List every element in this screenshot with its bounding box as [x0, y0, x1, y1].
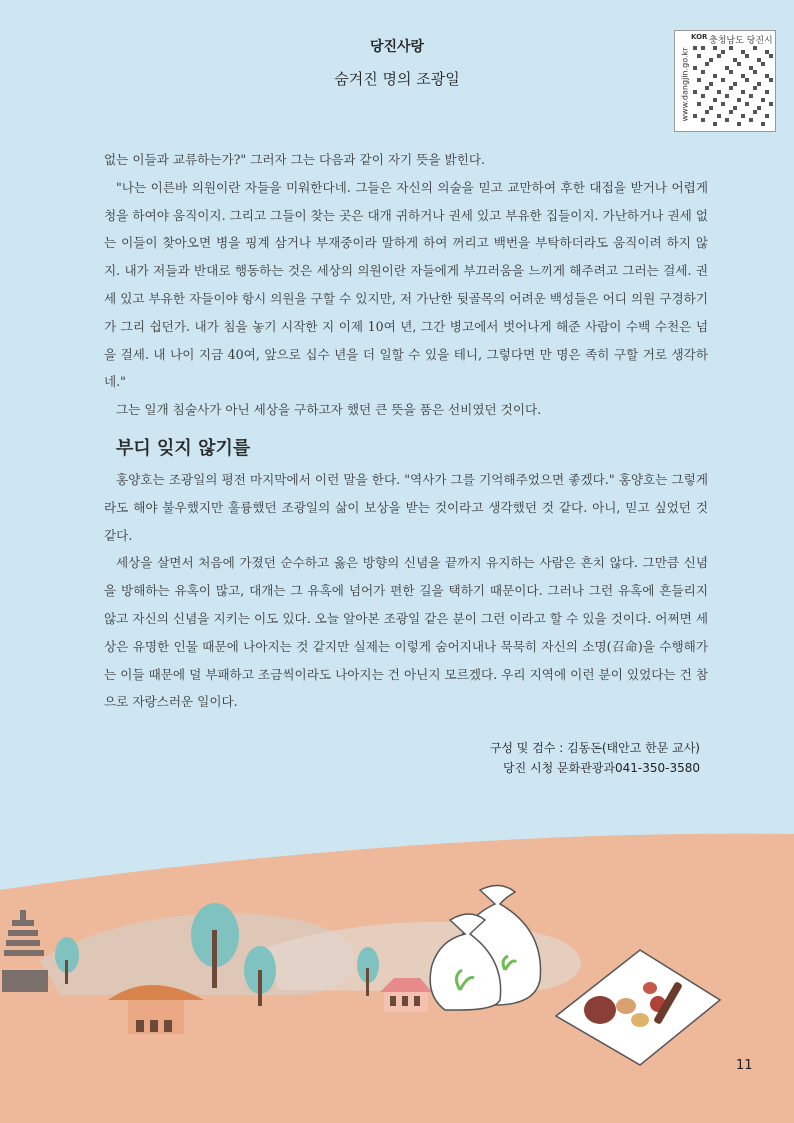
section-body: [104, 466, 708, 716]
kor-badge: KOR: [691, 33, 708, 41]
paragraph: 세상을 살면서 처음에 가졌던 순수하고 옳은 방향의 신념을 끝까지 유지하는 사람은 흔치 않다. 그만큼 신념을 방해하는 유혹이 많고, 대개는 그 유혹에 넘어가 편한 길을 택하기 때문이다. 그러나 그런 유혹에 흔들리지 않고 자신의 신념을 지키는 이도 있다. 오늘 알아본 조광일 같은 분이 그런 이라고 할 수 있을 것이다. 어쩌면 세상은 유명한 인물 때문에 나아지는 것 같지만 실제는 이렇게 숨어지내나 묵묵히 자신의 소명(召命)을 수행해가는 이들 때문에 덜 부패하고 조금씩이라도 나아지는 건 아닌지 모르겠다. 우리 지역에 이런 분이 있었다는 건 참으로 자랑스러운 일이다.: [104, 555, 708, 710]
section-heading: 부디 잊지 않기를: [116, 438, 251, 459]
qr-org-text: 충청남도 당진시: [709, 36, 773, 46]
paragraph: 홍양호는 조광일의 평전 마지막에서 이런 말을 한다. "역사가 그를 기억해주었으면 좋겠다." 홍양호는 그렇게라도 해야 불우했지만 훌륭했던 조광일의 삶이 보상을 받는 것이라고 생각했던 것 같다. 아니, 믿고 싶었던 것 같다.: [104, 472, 708, 543]
article-body: [104, 146, 708, 424]
qr-code[interactable]: [674, 30, 776, 132]
page-number: 11: [736, 1058, 753, 1073]
paragraph: 없는 이들과 교류하는가?" 그러자 그는 다음과 같이 자기 뜻을 밝힌다.: [104, 152, 486, 167]
paragraph: 그는 일개 침술사가 아닌 세상을 구하고자 했던 큰 뜻을 품은 선비였던 것이다.: [116, 402, 542, 418]
landscape-illustration: [0, 820, 794, 1123]
credit-contact: 당진 시청 문화관광과041-350-3580: [503, 761, 700, 775]
qr-url-text: www.dangjin.go.kr: [680, 47, 690, 122]
qr-url-wrap: [677, 37, 691, 127]
credits: [490, 738, 700, 778]
series-title: 당진사랑: [369, 39, 425, 55]
paragraph-quote: "나는 이른바 의원이란 자들을 미워한다네. 그들은 자신의 의술을 믿고 교만하여 후한 대접을 받거나 어렵게 청을 하여야 움직이지. 그리고 그들이 찾는 곳은 대개 귀하거나 권세 있고 부유한 집들이지. 가난하거나 권세 없는 이들이 찾아오면 병을 핑계 삼거나 부재중이라 말하게 하여 꺼리고 백번을 부탁하더라도 움직이려 하지 않지. 내가 저들과 반대로 행동하는 것은 세상의 의원이란 자들에게 부끄러움을 느끼게 해주려고 그러는 걸세. 권세 있고 부유한 자들이야 항시 의원을 구할 수 있지만, 저 가난한 뒷골목의 어려운 백성들은 어디 의원 구경하기가 그리 쉽던가. 내가 침을 놓기 시작한 지 이제 10여 년, 그간 병고에서 벗어나게 해준 사람이 수백 수천은 넘을 걸세. 내 나이 지금 40여, 앞으로 십수 년을 더 일할 수 있을 테니, 그렇다면 만 명은 족히 구할 거로 생각하네.": [104, 179, 708, 390]
credit-editor: 구성 및 검수 : 김동돈(태안고 한문 교사): [489, 741, 700, 755]
qr-pattern-icon: [693, 45, 773, 127]
article-subtitle: 숨겨진 명의 조광일: [334, 70, 460, 88]
